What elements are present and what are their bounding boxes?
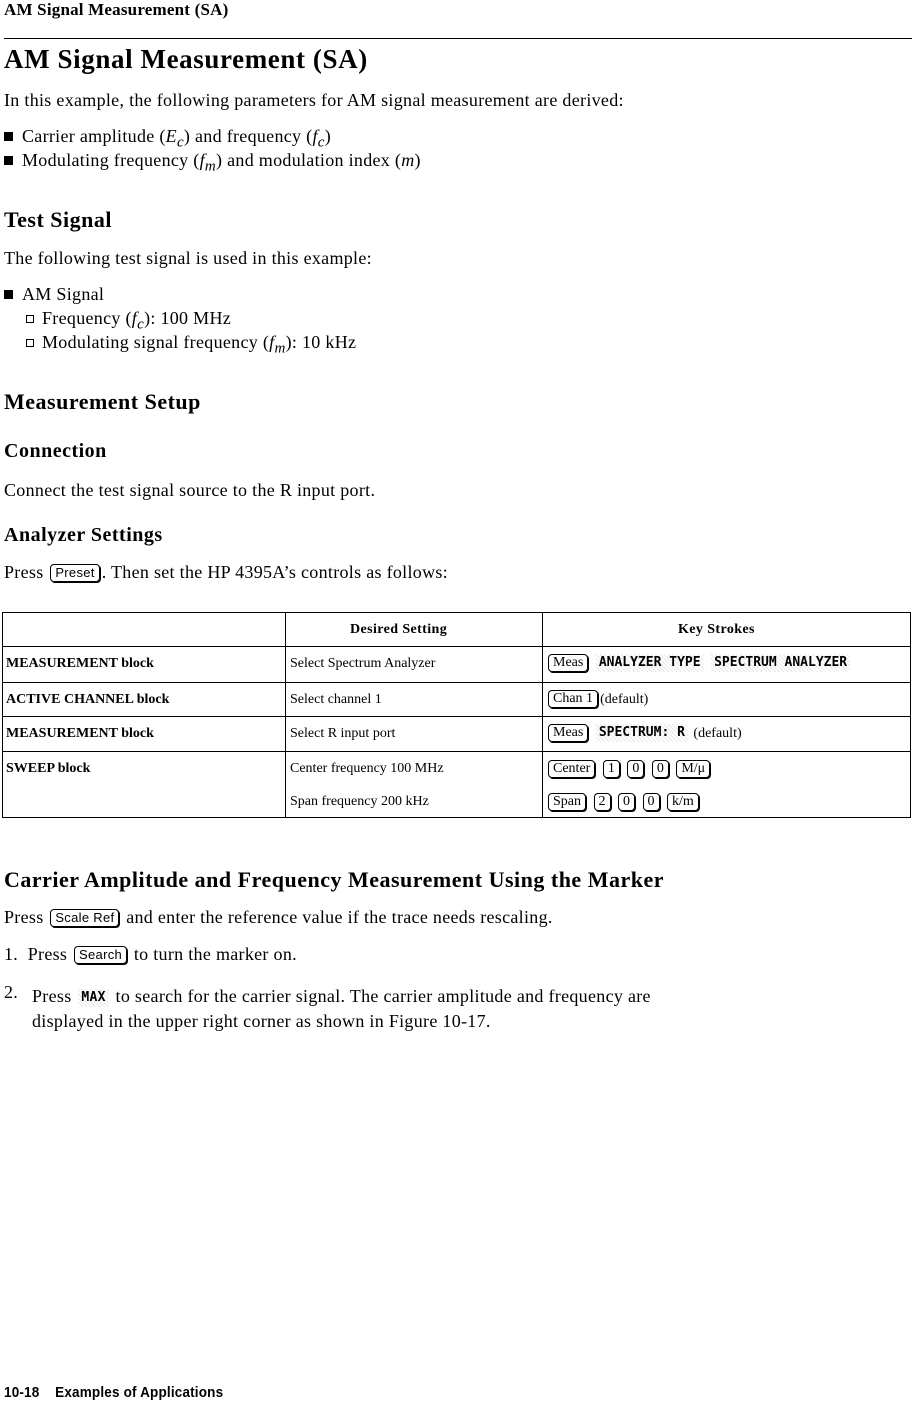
- table-row-setting: Select channel 1: [290, 692, 382, 707]
- symbol: f: [199, 150, 205, 170]
- scale-text: and enter the reference value if the trace needs rescaling.: [126, 907, 553, 927]
- analyzer-settings-text: [4, 562, 448, 583]
- table-row-block: MEASUREMENT block: [6, 726, 154, 741]
- spectrum-analyzer-softkey[interactable]: SPECTRUM ANALYZER: [711, 654, 850, 672]
- subscript: m: [274, 340, 286, 357]
- bullet-square-icon: [4, 290, 13, 299]
- table-rule: [910, 612, 911, 818]
- subscript: c: [137, 316, 145, 333]
- center-key[interactable]: Center: [548, 760, 595, 778]
- table-row-block: MEASUREMENT block: [6, 656, 154, 671]
- analyzer-settings-heading: Analyzer Settings: [4, 524, 163, 546]
- span-key[interactable]: Span: [548, 793, 586, 811]
- table-rule: [2, 817, 911, 818]
- press-text: Press: [4, 562, 44, 582]
- default-note: (default): [693, 726, 742, 741]
- scale-ref-text: [4, 907, 553, 928]
- analyzer-type-softkey[interactable]: ANALYZER TYPE: [596, 654, 704, 672]
- symbol: E: [165, 126, 177, 146]
- step-number: 1.: [4, 944, 19, 964]
- digit-2-key[interactable]: 2: [594, 793, 611, 811]
- press-text: Press: [27, 944, 68, 964]
- scale-ref-key[interactable]: Scale Ref: [50, 909, 119, 927]
- table-header-desired-setting: Desired Setting: [350, 622, 448, 637]
- table-rule: [2, 612, 911, 613]
- connection-heading: Connection: [4, 440, 107, 462]
- page-number: 10-18: [4, 1384, 40, 1401]
- spectrum-r-softkey[interactable]: SPECTRUM: R: [596, 724, 688, 742]
- table-rule: [2, 751, 911, 752]
- step-2: [32, 986, 651, 1007]
- symbol: f: [269, 332, 275, 352]
- digit-0-key[interactable]: 0: [627, 760, 644, 778]
- digit-0-key[interactable]: 0: [652, 760, 669, 778]
- bullet-text: Modulating frequency (: [22, 150, 200, 170]
- symbol: f: [131, 308, 138, 328]
- table-rule: [285, 612, 286, 818]
- digit-0-key[interactable]: 0: [618, 793, 635, 811]
- hollow-square-icon: [26, 315, 34, 323]
- press-text: Press: [32, 986, 72, 1006]
- test-signal-heading: Test Signal: [4, 207, 113, 232]
- meas-key[interactable]: Meas: [548, 654, 588, 672]
- table-row-block: ACTIVE CHANNEL block: [6, 692, 170, 707]
- step-2-continued: displayed in the upper right corner as shown in Figure 10-17.: [32, 1011, 491, 1031]
- max-softkey[interactable]: MAX: [78, 989, 108, 1007]
- subitem-text: Frequency (: [42, 308, 132, 328]
- table-rule: [2, 682, 911, 683]
- table-row-keys: [546, 793, 701, 811]
- hollow-square-icon: [26, 339, 34, 347]
- subitem-text: Modulating signal frequency (: [42, 332, 270, 352]
- meas-key[interactable]: Meas: [548, 724, 588, 742]
- bullet-text: ) and modulation index (: [216, 150, 402, 170]
- search-key[interactable]: Search: [74, 946, 127, 964]
- digit-0-key[interactable]: 0: [643, 793, 660, 811]
- default-note: (default): [600, 692, 649, 707]
- subitem-text: ): 100 MHz: [144, 308, 232, 328]
- measurement-setup-heading: Measurement Setup: [4, 389, 201, 414]
- bullet-square-icon: [4, 156, 13, 165]
- k-m-key[interactable]: k/m: [667, 793, 699, 811]
- bullet-square-icon: [4, 132, 13, 141]
- step-text: to turn the marker on.: [133, 944, 297, 964]
- table-row-setting: Center frequency 100 MHz: [290, 761, 444, 776]
- step-2-number: 2.: [4, 982, 19, 1002]
- test-signal-subitem-1: [26, 308, 231, 334]
- table-row-keys: [546, 760, 712, 778]
- running-head: AM Signal Measurement (SA): [4, 0, 229, 19]
- intro-text: In this example, the following parameters for AM signal measurement are derived:: [4, 90, 624, 110]
- settings-table: [2, 612, 911, 818]
- symbol: f: [312, 126, 318, 146]
- table-row-setting: Select R input port: [290, 726, 396, 741]
- bullet-text: AM Signal: [22, 284, 105, 304]
- chan-1-key[interactable]: Chan 1: [548, 690, 598, 708]
- table-rule: [2, 612, 3, 818]
- subscript: m: [204, 158, 217, 175]
- bullet-text: ): [414, 150, 421, 170]
- table-rule: [2, 646, 911, 647]
- table-rule: [542, 612, 543, 818]
- bullet-text: ) and frequency (: [183, 126, 313, 146]
- symbol: m: [401, 150, 415, 170]
- test-signal-subitem-2: [26, 332, 356, 358]
- step-1: [4, 944, 297, 965]
- m-mu-key[interactable]: M/μ: [676, 760, 710, 778]
- table-rule: [2, 716, 911, 717]
- subscript: c: [176, 134, 184, 151]
- test-signal-text: The following test signal is used in this example:: [4, 248, 372, 268]
- table-row-keys: [546, 724, 742, 742]
- table-row-keys: [546, 690, 648, 708]
- intro-bullet-2: [4, 150, 421, 176]
- connection-text: Connect the test signal source to the R input port.: [4, 480, 376, 500]
- step-text: to search for the carrier signal. The carrier amplitude and frequency are: [115, 986, 651, 1006]
- analyzer-text: . Then set the HP 4395A’s controls as follows:: [101, 562, 448, 582]
- bullet-text: ): [324, 126, 332, 146]
- table-row-setting: Span frequency 200 kHz: [290, 794, 429, 809]
- subitem-text: ): 10 kHz: [285, 332, 357, 352]
- digit-1-key[interactable]: 1: [603, 760, 620, 778]
- bullet-text: Carrier amplitude (: [22, 126, 166, 146]
- preset-key[interactable]: Preset: [50, 564, 99, 582]
- intro-bullet-1: [4, 126, 331, 152]
- header-rule: [4, 38, 912, 39]
- footer-section: Examples of Applications: [55, 1384, 224, 1401]
- page-title: AM Signal Measurement (SA): [4, 44, 368, 74]
- page-footer: [4, 1384, 223, 1401]
- table-row-setting: Select Spectrum Analyzer: [290, 656, 436, 671]
- press-text: Press: [4, 907, 44, 927]
- carrier-heading: Carrier Amplitude and Frequency Measurement Using the Marker: [4, 867, 664, 892]
- test-signal-bullet: [4, 284, 104, 305]
- table-row-block: SWEEP block: [6, 761, 91, 776]
- table-row-keys: [546, 654, 852, 672]
- subscript: c: [317, 134, 325, 151]
- table-header-key-strokes: Key Strokes: [678, 622, 755, 637]
